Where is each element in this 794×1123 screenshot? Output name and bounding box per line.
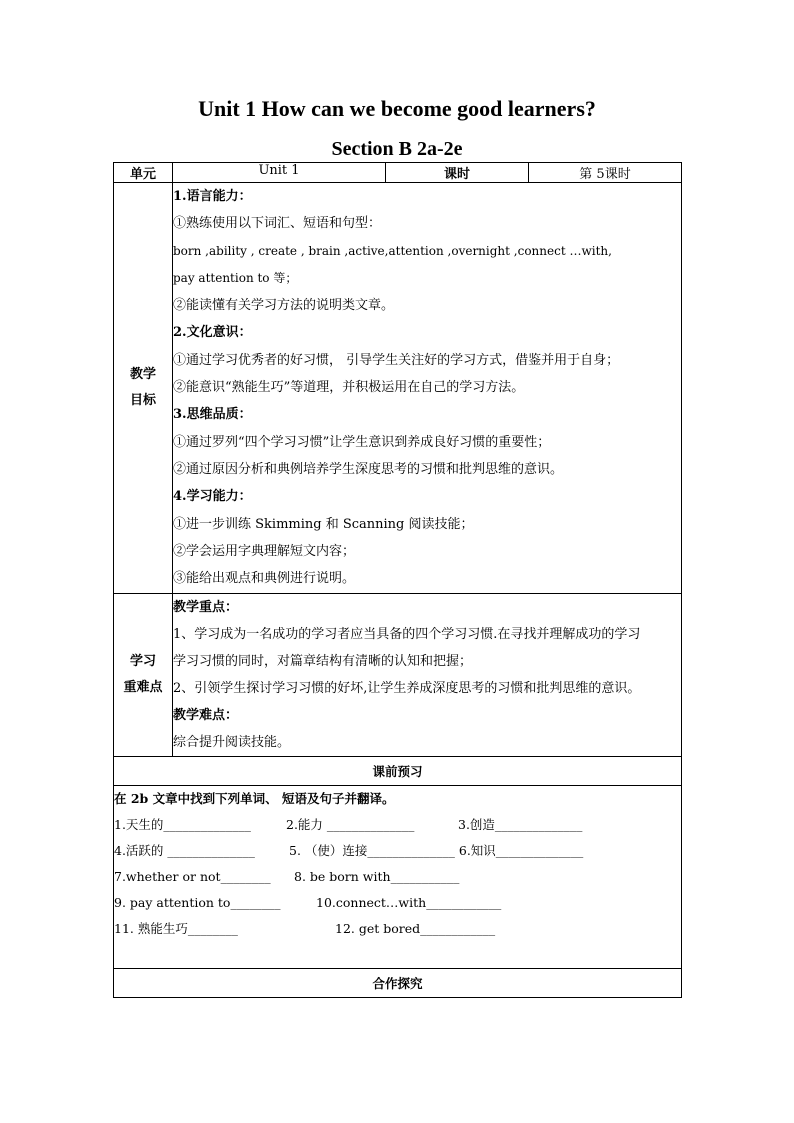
content-line: ①通过学习优秀者的好习惯， 引导学生关注好的学习方式，借鉴并用于自身； (173, 352, 620, 368)
exercise-item: 9. pay attention to________ (114, 895, 281, 910)
content-line: 综合提升阅读技能。 (173, 735, 291, 750)
objectives-label-line1: 教学 (129, 367, 156, 382)
preview-section-label: 课前预习 (114, 757, 682, 786)
content-line: ①通过罗列“四个学习习惯”让学生意识到养成良好习惯的重要性； (173, 434, 551, 450)
objectives-content (173, 183, 682, 594)
keypoints-row (114, 594, 682, 757)
content-line: 2.文化意识： (173, 325, 252, 341)
content-line: 1.语言能力： (173, 189, 252, 204)
exercise-row (114, 838, 681, 864)
preview-header-row (114, 757, 682, 786)
preview-content-row (114, 786, 682, 969)
coop-header-row (114, 969, 682, 998)
exercise-row (114, 890, 681, 916)
keypoints-side-label (114, 594, 173, 757)
exercise-item: 5. （使）连接______________ 6.知识______________ (289, 843, 584, 858)
unit-value: Unit 1 (173, 163, 386, 183)
header-row (114, 163, 682, 183)
content-line: 1、学习成为一名成功的学习者应当具备的四个学习习惯.在寻找并理解成功的学习 (173, 627, 641, 642)
period-label: 课时 (386, 163, 529, 183)
content-line: ②学会运用字典理解短文内容； (173, 543, 356, 559)
preview-instruction: 在 2b 文章中找到下列单词、 短语及句子并翻译。 (114, 791, 395, 806)
exercise-item: 7.whether or not________ (114, 869, 271, 884)
keypoints-label-line1: 学习 (129, 654, 156, 669)
exercise-item: 2.能力 ______________ (286, 817, 415, 832)
content-line: 3.思维品质： (173, 407, 252, 423)
content-line: ②能意识“熟能生巧”等道理，并积极运用在自己的学习方法。 (173, 380, 525, 396)
content-line: 学习习惯的同时，对篇章结构有清晰的认知和把握； (173, 654, 473, 669)
content-line: 4.学习能力： (173, 489, 252, 505)
page-subtitle: Section B 2a-2e (331, 138, 463, 160)
exercise-item: 10.connect…with____________ (316, 895, 502, 910)
content-line: ①熟练使用以下词汇、短语和句型： (173, 216, 382, 232)
page-title: Unit 1 How can we become good learners? (198, 96, 596, 121)
content-line: 教学重点： (173, 600, 239, 615)
exercise-item: 8. be born with___________ (294, 869, 460, 884)
content-line: born ,ability , create , brain ,active,attention ,overnight ,connect …with, (173, 243, 612, 258)
content-line: ②能读懂有关学习方法的说明类文章。 (173, 298, 395, 314)
content-line: 教学难点： (173, 708, 239, 723)
keypoints-label-line2: 重难点 (123, 680, 163, 695)
content-line: pay attention to 等； (173, 270, 298, 285)
keypoints-content (173, 594, 682, 757)
keypoints-lines (173, 594, 681, 756)
period-value: 第 5课时 (529, 163, 682, 183)
coop-section-label: 合作探究 (114, 969, 682, 998)
exercise-item: 4.活跃的 ______________ (114, 843, 255, 858)
exercise-row (114, 916, 681, 942)
exercise-item: 11. 熟能生巧________ (114, 921, 238, 936)
preview-content (114, 786, 682, 969)
content-line: ②通过原因分析和典例培养学生深度思考的习惯和批判思维的意识。 (173, 461, 564, 477)
objectives-row (114, 183, 682, 594)
objectives-side-label (114, 183, 173, 594)
exercise-item: 3.创造______________ (458, 817, 583, 832)
exercise-item: 12. get bored____________ (335, 921, 496, 936)
content-line: ①进一步训练 Skimming 和 Scanning 阅读技能； (173, 516, 474, 532)
lesson-plan-table (113, 162, 682, 998)
exercise-row (114, 812, 681, 838)
preview-exercise-list (114, 812, 681, 942)
objectives-lines (173, 183, 681, 592)
unit-label: 单元 (114, 163, 173, 183)
exercise-item: 1.天生的______________ (114, 817, 251, 832)
exercise-row (114, 864, 681, 890)
content-line: ③能给出观点和典例进行说明。 (173, 571, 356, 587)
objectives-label-line2: 目标 (129, 393, 156, 408)
content-line: 2、引领学生探讨学习习惯的好坏,让学生养成深度思考的习惯和批判思维的意识。 (173, 681, 641, 696)
